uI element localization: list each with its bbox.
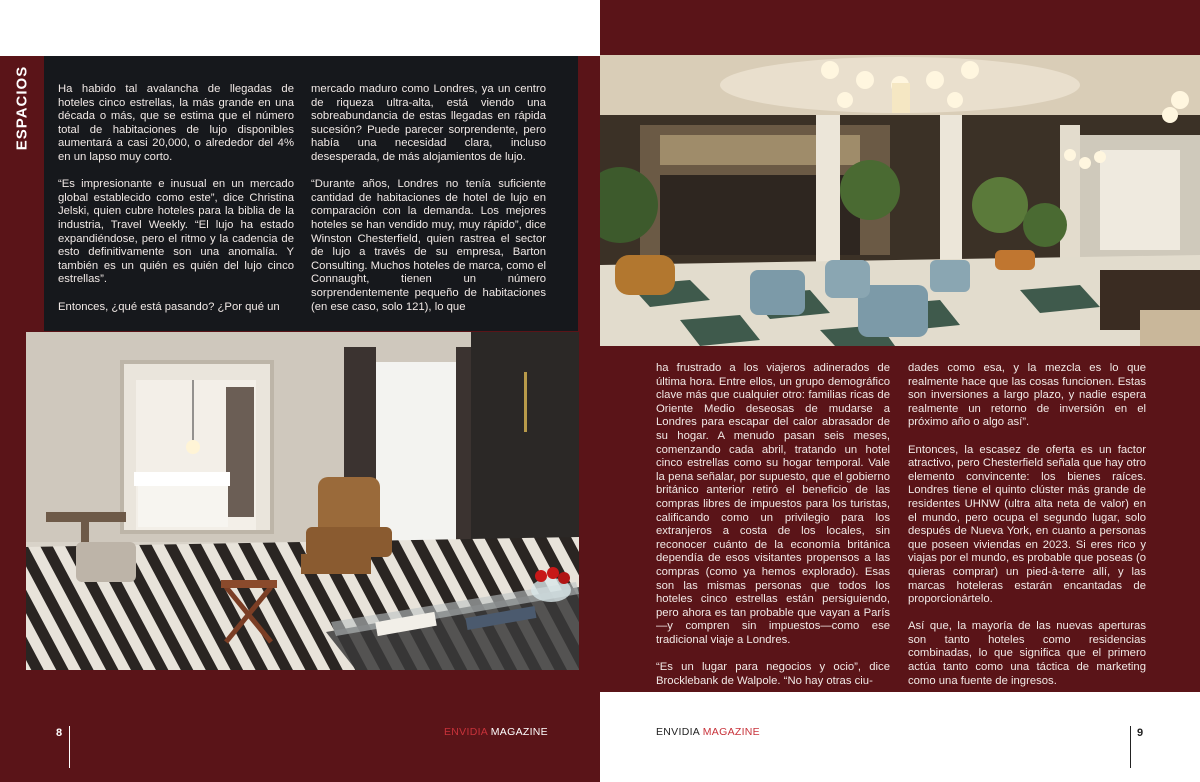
footer-brand-envidia: ENVIDIA <box>444 726 488 738</box>
hotel-lobby-photo <box>600 55 1200 346</box>
left-column-1 <box>58 83 294 328</box>
left-footer-rule <box>69 726 70 768</box>
paragraph: Así que, la mayoría de las nuevas aperturas son tanto hoteles como residencias combinadas, lo que significa que el primero actúa tanto como una táctica de marketing como una fuente de ingresos. <box>908 620 1146 687</box>
left-column-2 <box>311 83 546 328</box>
paragraph: Entonces, ¿qué está pasando? ¿Por qué un <box>58 300 280 313</box>
footer-brand-envidia: ENVIDIA <box>656 726 700 738</box>
right-page-number: 9 <box>1137 727 1144 739</box>
right-footer-brand <box>656 726 760 738</box>
paragraph: “Durante años, Londres no tenía suficiente cantidad de habitaciones de hotel de lujo en comparación con la demanda. Los mejores hoteles se han vendido muy, muy rápido”, dice Winston Chesterfield, quien rastrea el sector de lujo a través de su empresa, Barton Consulting. Muchos hoteles de marca, como el Connaught, tienen un número sorprendentemente pequeño de habitaciones (en ese caso, solo 121), lo que <box>311 178 546 313</box>
section-label: ESPACIOS <box>13 65 31 151</box>
paragraph: “Es un lugar para negocios y ocio”, dice Brocklebank de Walpole. “No hay otras ciu- <box>656 661 890 687</box>
left-footer-brand <box>444 726 548 738</box>
section-label-bar <box>0 56 44 166</box>
paragraph: mercado maduro como Londres, ya un centro de riqueza ultra-alta, está viendo una sobreabundancia de estas llegadas en rápida sucesión? Puede parecer sorprendente, pero había una necesidad clara, incluso desesperada, de más alojamientos de lujo. <box>311 83 546 163</box>
paragraph: dades como esa, y la mezcla es lo que realmente hace que las cosas funcionen. Estas son inversiones a largo plazo, y nadie espera realmente un retorno de inversión en el próximo año o algo así”. <box>908 362 1146 429</box>
hotel-room-photo <box>26 332 579 670</box>
footer-brand-magazine: MAGAZINE <box>702 726 760 738</box>
left-page-number: 8 <box>56 727 63 739</box>
footer-brand-magazine: MAGAZINE <box>490 726 548 738</box>
right-column-2 <box>908 362 1146 702</box>
paragraph: “Es impresionante e inusual en un mercado global establecido como este”, dice Christina Jelski, quien cubre hoteles para la biblia de la industria, Travel Weekly. “El lujo ha estado expandiéndose, pero el ritmo y la cadencia de esto definitivamente son una anomalía. Y también es un quién es quién del lujo cinco estrellas”. <box>58 178 294 286</box>
paragraph: Ha habido tal avalancha de llegadas de hoteles cinco estrellas, la más grande en una década o más, que se estima que el número total de habitaciones de lujo disponibles aumentará a casi 20,000, o alrededor del 4% en un lapso muy corto. <box>58 83 294 163</box>
paragraph: Entonces, la escasez de oferta es un factor atractivo, pero Chesterfield señala que hay otro elemento convincente: los bienes raíces. Londres tiene el quinto clúster más grande de residentes UHNW (ultra alta neta de valor) en el mundo, pero ocupa el segundo lugar, solo después de Nueva York, en cuanto a personas que poseen viviendas en 2023. Si eres rico y viajas por el mundo, es probable que poseas (o quieras comprar) un pied-à-terre allí, y las marcas hoteleras estarán encantadas de proporcionártelo. <box>908 443 1147 606</box>
right-column-1 <box>656 362 890 702</box>
right-footer-rule <box>1130 726 1131 768</box>
paragraph: ha frustrado a los viajeros adinerados de última hora. Entre ellos, un grupo demográfico clave más que cualquier otro: familias ricas de Oriente Medio deseosas de mudarse a Londres para escapar del calor abrasador de su hogar. A menudo pasan seis meses, comenzando cada abril, tratando un hotel cinco estrellas como su hogar temporal. Vale la pena señalar, por supuesto, que el gobierno británico anterior retiró el beneficio de las compras libres de impuestos para los turistas, calificando como un privilegio para los extranjeros a costa de los locales, sin reconocer cuánto de la economía británica dependía de esos visitantes propensos a las compras (como ya hemos explorado). Esas son las mismas personas que todos los hoteles cinco estrellas están persiguiendo, pero ahora es tan probable que vayan a París—y compren sin impuestos—como ese tradicional viaje a Londres. <box>656 362 890 646</box>
